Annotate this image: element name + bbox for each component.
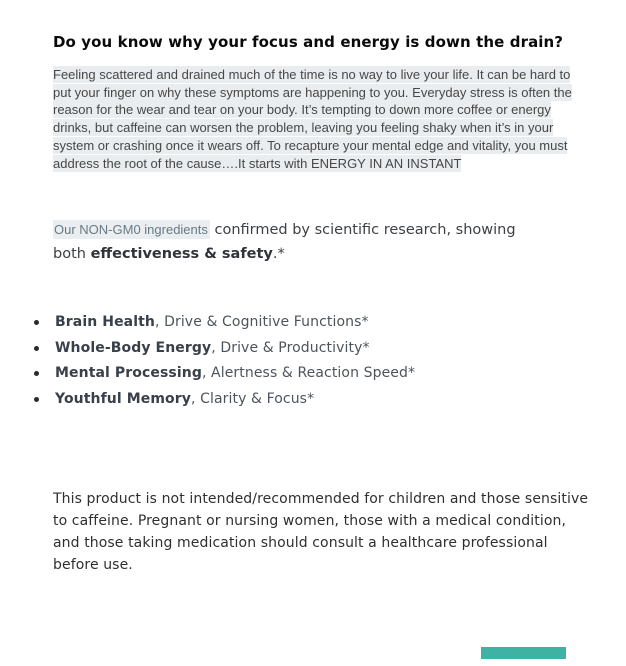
ingredients-text: confirmed by scientific research, showing both — [53, 222, 516, 262]
benefit-detail: , Drive & Cognitive Functions* — [154, 314, 369, 330]
intro-highlighted-text: Feeling scattered and drained much of the time is no way to live your life. It can be hard to put your finger on why these symptoms are happening to you. Everyday stress is often the reason for the wear and tear on your body. It’s tempting to down more coffee or energy drinks, but caffeine can worsen the problem, leaving you feeling shaky when it’s in your system or crashing once it wears off. To recapture your mental edge and vitality, you must address the root of the cause….It starts with ENERGY IN AN INSTANT — [53, 67, 572, 171]
list-item — [33, 310, 493, 336]
bullet-icon — [34, 397, 39, 402]
bullet-icon — [34, 320, 39, 325]
bullet-icon — [34, 371, 39, 376]
teal-accent-bar — [481, 647, 566, 659]
benefit-title: Brain Health — [55, 314, 155, 330]
ingredients-highlighted-text: Our NON-GM0 ingredients — [54, 222, 208, 237]
list-item — [33, 387, 493, 413]
ingredients-line — [53, 218, 527, 266]
disclaimer-paragraph: This product is not intended/recommended for children and those sensitive to caffeine. Pregnant or nursing women, those with a medical condition, and those taking medication should consult a healthcare professional before use. — [53, 491, 589, 573]
ingredients-bold-text: effectiveness & safety — [90, 246, 273, 262]
list-item — [33, 361, 493, 387]
benefit-detail: , Alertness & Reaction Speed* — [201, 365, 416, 381]
benefit-detail: , Clarity & Focus* — [191, 390, 315, 407]
ingredients-suffix: .* — [272, 246, 285, 262]
benefits-list — [33, 310, 493, 412]
page-title: Do you know why your focus and energy is down the drain? — [53, 33, 564, 51]
benefit-title: Mental Processing — [55, 365, 202, 381]
benefit-title: Whole-Body Energy — [55, 339, 212, 356]
bullet-icon — [34, 346, 39, 351]
benefit-detail: , Drive & Productivity* — [211, 339, 370, 356]
benefit-title: Youthful Memory — [55, 390, 191, 407]
list-item — [33, 336, 493, 362]
intro-paragraph — [53, 66, 590, 172]
